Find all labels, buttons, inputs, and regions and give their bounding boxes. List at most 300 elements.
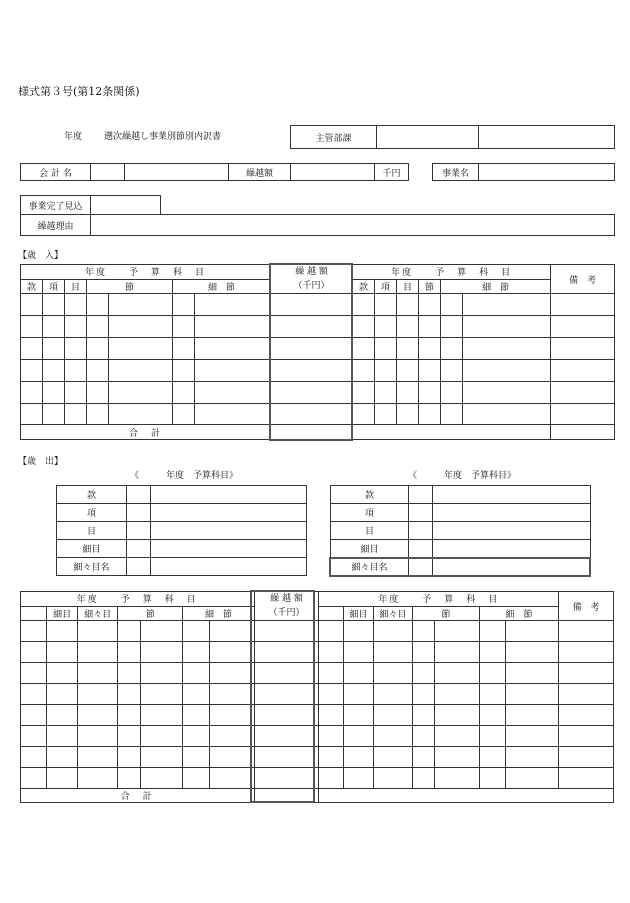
revenue-cell[interactable] xyxy=(353,294,375,316)
revenue-cell[interactable] xyxy=(21,359,43,381)
revenue-cell[interactable] xyxy=(441,337,463,359)
revenue-cell[interactable] xyxy=(397,381,419,403)
revenue-cell[interactable] xyxy=(195,337,271,359)
expense-left-item-row xyxy=(57,522,307,540)
expense-cell[interactable] xyxy=(77,705,118,726)
revenue-cell[interactable] xyxy=(271,403,353,425)
completion-label: 事業完了見込 xyxy=(21,196,91,215)
expense-right-item-row xyxy=(331,486,591,504)
expense-cell[interactable] xyxy=(559,705,614,726)
expense-left-item-code[interactable] xyxy=(127,558,151,576)
account-value-2[interactable] xyxy=(125,164,229,181)
expense-left-item-label: 項 xyxy=(57,504,127,522)
revenue-cell[interactable] xyxy=(87,316,109,338)
expense-cell[interactable] xyxy=(319,684,343,705)
expense-cell[interactable] xyxy=(183,747,209,768)
revenue-col-saisetsu: 細 節 xyxy=(173,279,271,294)
revenue-cell[interactable] xyxy=(65,337,87,359)
expense-cell[interactable] xyxy=(506,663,559,684)
expense-right-item-code[interactable] xyxy=(409,540,433,558)
expense-cell[interactable] xyxy=(254,684,319,705)
expense-col-blank-r xyxy=(319,606,343,621)
revenue-cell[interactable] xyxy=(109,403,173,425)
expense-cell[interactable] xyxy=(183,642,209,663)
expense-cell[interactable] xyxy=(21,642,47,663)
project-value[interactable] xyxy=(479,164,615,181)
expense-cell[interactable] xyxy=(47,684,77,705)
expense-rows xyxy=(21,621,614,789)
revenue-cell[interactable] xyxy=(375,359,397,381)
expense-cell[interactable] xyxy=(21,684,47,705)
expense-cell[interactable] xyxy=(140,726,183,747)
expense-right-item-value[interactable] xyxy=(433,558,591,576)
expense-right-item-label: 細々目名 xyxy=(331,558,409,576)
expense-cell[interactable] xyxy=(374,726,413,747)
expense-cell[interactable] xyxy=(47,768,77,789)
project-table xyxy=(432,163,615,181)
revenue-cell[interactable] xyxy=(353,381,375,403)
expense-cell[interactable] xyxy=(559,684,614,705)
expense-right-item-label: 款 xyxy=(331,486,409,504)
expense-cell[interactable] xyxy=(140,684,183,705)
expense-cell[interactable] xyxy=(343,747,373,768)
expense-cell[interactable] xyxy=(209,726,254,747)
expense-cell[interactable] xyxy=(343,684,373,705)
expense-cell[interactable] xyxy=(374,684,413,705)
expense-cell[interactable] xyxy=(209,621,254,642)
expense-remarks-header: 備 考 xyxy=(559,592,614,621)
revenue-cell[interactable] xyxy=(43,403,65,425)
revenue-cell[interactable] xyxy=(353,316,375,338)
expense-cell[interactable] xyxy=(435,621,480,642)
dept-label: 主管部課 xyxy=(291,126,377,149)
expense-cell[interactable] xyxy=(374,663,413,684)
expense-cell[interactable] xyxy=(140,747,183,768)
revenue-cell[interactable] xyxy=(271,337,353,359)
expense-cell[interactable] xyxy=(479,663,505,684)
expense-cell[interactable] xyxy=(77,663,118,684)
revenue-cell[interactable] xyxy=(173,359,195,381)
dept-table xyxy=(290,125,615,149)
expense-col-saimoku: 細目 xyxy=(47,606,77,621)
revenue-cell[interactable] xyxy=(43,337,65,359)
expense-cell[interactable] xyxy=(479,726,505,747)
expense-cell[interactable] xyxy=(319,705,343,726)
revenue-cell[interactable] xyxy=(463,359,551,381)
expense-left-item-code[interactable] xyxy=(127,540,151,558)
expense-left-item-row xyxy=(57,558,307,576)
expense-cell[interactable] xyxy=(506,768,559,789)
expense-right-item-value[interactable] xyxy=(433,522,591,540)
expense-cell[interactable] xyxy=(47,663,77,684)
revenue-carry-unit: （千円） xyxy=(293,281,330,292)
expense-left-item-code[interactable] xyxy=(127,522,151,540)
expense-cell[interactable] xyxy=(21,621,47,642)
revenue-cell[interactable] xyxy=(419,403,441,425)
expense-cell[interactable] xyxy=(183,768,209,789)
expense-cell[interactable] xyxy=(343,726,373,747)
revenue-cell[interactable] xyxy=(397,316,419,338)
revenue-cell[interactable] xyxy=(87,381,109,403)
expense-cell[interactable] xyxy=(254,621,319,642)
expense-left-item-row xyxy=(57,504,307,522)
revenue-col-kan: 款 xyxy=(21,279,43,294)
year-label: 年度 xyxy=(64,132,83,142)
unit-label: 千円 xyxy=(375,164,409,181)
dept-value-1[interactable] xyxy=(377,126,479,149)
expense-left-item-label: 款 xyxy=(57,486,127,504)
expense-col-saisetsu: 細 節 xyxy=(183,606,254,621)
expense-cell[interactable] xyxy=(412,768,434,789)
expense-cell[interactable] xyxy=(506,726,559,747)
revenue-cell[interactable] xyxy=(419,337,441,359)
expense-cell[interactable] xyxy=(412,642,434,663)
expense-left-rows xyxy=(57,486,307,576)
expense-cell[interactable] xyxy=(118,684,140,705)
expense-cell[interactable] xyxy=(118,621,140,642)
revenue-cell[interactable] xyxy=(551,337,615,359)
expense-cell[interactable] xyxy=(209,642,254,663)
revenue-cell[interactable] xyxy=(419,381,441,403)
revenue-cell[interactable] xyxy=(21,294,43,316)
expense-cell[interactable] xyxy=(21,726,47,747)
revenue-total-blank xyxy=(353,425,551,440)
expense-col-setsu: 節 xyxy=(118,606,183,621)
revenue-cell[interactable] xyxy=(87,337,109,359)
revenue-cell[interactable] xyxy=(463,316,551,338)
expense-cell[interactable] xyxy=(118,747,140,768)
expense-left-item-label: 細目 xyxy=(57,540,127,558)
carry-value[interactable] xyxy=(291,164,375,181)
account-value-1[interactable] xyxy=(91,164,125,181)
revenue-total-remarks[interactable] xyxy=(551,425,615,440)
revenue-cell[interactable] xyxy=(109,337,173,359)
revenue-cell[interactable] xyxy=(21,381,43,403)
expense-row xyxy=(21,642,614,663)
expense-cell[interactable] xyxy=(319,642,343,663)
revenue-cell[interactable] xyxy=(21,337,43,359)
revenue-cell[interactable] xyxy=(463,381,551,403)
expense-cell[interactable] xyxy=(254,663,319,684)
expense-cell[interactable] xyxy=(506,747,559,768)
expense-row xyxy=(21,726,614,747)
expense-cell[interactable] xyxy=(254,642,319,663)
revenue-cell[interactable] xyxy=(397,403,419,425)
revenue-cell[interactable] xyxy=(419,294,441,316)
revenue-cell[interactable] xyxy=(441,359,463,381)
revenue-cell[interactable] xyxy=(173,294,195,316)
revenue-cell[interactable] xyxy=(375,337,397,359)
revenue-cell[interactable] xyxy=(551,359,615,381)
expense-left-item-value[interactable] xyxy=(151,522,307,540)
expense-cell[interactable] xyxy=(559,726,614,747)
revenue-cell[interactable] xyxy=(551,381,615,403)
revenue-cell[interactable] xyxy=(109,316,173,338)
revenue-cell[interactable] xyxy=(353,359,375,381)
expense-cell[interactable] xyxy=(435,726,480,747)
revenue-cell[interactable] xyxy=(109,359,173,381)
revenue-cell[interactable] xyxy=(195,316,271,338)
expense-cell[interactable] xyxy=(209,768,254,789)
expense-cell[interactable] xyxy=(479,642,505,663)
expense-right-item-code[interactable] xyxy=(409,558,433,576)
expense-cell[interactable] xyxy=(435,705,480,726)
expense-cell[interactable] xyxy=(479,621,505,642)
expense-cell[interactable] xyxy=(559,642,614,663)
revenue-cell[interactable] xyxy=(43,381,65,403)
expense-cell[interactable] xyxy=(254,705,319,726)
expense-cell[interactable] xyxy=(412,747,434,768)
revenue-cell[interactable] xyxy=(195,294,271,316)
revenue-cell[interactable] xyxy=(441,403,463,425)
revenue-cell[interactable] xyxy=(397,337,419,359)
expense-cell[interactable] xyxy=(343,705,373,726)
expense-right-item-row xyxy=(331,558,591,576)
revenue-cell[interactable] xyxy=(375,381,397,403)
expense-right-item-value[interactable] xyxy=(433,486,591,504)
revenue-cell[interactable] xyxy=(551,316,615,338)
expense-cell[interactable] xyxy=(506,684,559,705)
expense-cell[interactable] xyxy=(254,768,319,789)
expense-row xyxy=(21,621,614,642)
expense-cell[interactable] xyxy=(47,705,77,726)
revenue-cell[interactable] xyxy=(195,359,271,381)
revenue-cell[interactable] xyxy=(271,359,353,381)
expense-cell[interactable] xyxy=(21,663,47,684)
expense-cell[interactable] xyxy=(77,684,118,705)
expense-cell[interactable] xyxy=(77,747,118,768)
expense-cell[interactable] xyxy=(343,642,373,663)
revenue-cell[interactable] xyxy=(43,359,65,381)
expense-cell[interactable] xyxy=(479,705,505,726)
revenue-cell[interactable] xyxy=(173,316,195,338)
expense-right-item-row xyxy=(331,504,591,522)
expense-cell[interactable] xyxy=(412,621,434,642)
revenue-cell[interactable] xyxy=(65,381,87,403)
revenue-cell[interactable] xyxy=(375,294,397,316)
expense-cell[interactable] xyxy=(21,768,47,789)
expense-cell[interactable] xyxy=(506,621,559,642)
expense-cell[interactable] xyxy=(435,747,480,768)
revenue-budget-header: 年度 予 算 科 目 xyxy=(21,265,271,280)
expense-cell[interactable] xyxy=(77,768,118,789)
expense-left-item-value[interactable] xyxy=(151,504,307,522)
revenue-cell[interactable] xyxy=(397,294,419,316)
expense-cell[interactable] xyxy=(479,768,505,789)
expense-left-item-value[interactable] xyxy=(151,540,307,558)
revenue-cell[interactable] xyxy=(441,381,463,403)
expense-cell[interactable] xyxy=(118,705,140,726)
expense-right-item-code[interactable] xyxy=(409,522,433,540)
revenue-cell[interactable] xyxy=(551,403,615,425)
project-label: 事業名 xyxy=(433,164,479,181)
reason-label: 繰越理由 xyxy=(21,215,91,236)
expense-left-item-value[interactable] xyxy=(151,558,307,576)
reason-table xyxy=(20,214,615,236)
expense-cell[interactable] xyxy=(412,726,434,747)
expense-cell[interactable] xyxy=(77,621,118,642)
revenue-cell[interactable] xyxy=(21,316,43,338)
revenue-cell[interactable] xyxy=(87,294,109,316)
expense-cell[interactable] xyxy=(374,642,413,663)
expense-col-setsu-r: 節 xyxy=(412,606,479,621)
revenue-row xyxy=(21,294,615,316)
expense-cell[interactable] xyxy=(183,684,209,705)
expense-cell[interactable] xyxy=(435,642,480,663)
dept-value-2[interactable] xyxy=(479,126,615,149)
revenue-cell[interactable] xyxy=(43,316,65,338)
expense-cell[interactable] xyxy=(559,663,614,684)
revenue-cell[interactable] xyxy=(441,316,463,338)
expense-cell[interactable] xyxy=(183,705,209,726)
expense-cell[interactable] xyxy=(343,621,373,642)
expense-cell[interactable] xyxy=(209,663,254,684)
expense-cell[interactable] xyxy=(21,705,47,726)
revenue-cell[interactable] xyxy=(271,294,353,316)
expense-cell[interactable] xyxy=(77,642,118,663)
revenue-cell[interactable] xyxy=(173,337,195,359)
revenue-budget-header-right: 年度 予 算 科 目 xyxy=(353,265,551,280)
expense-budget-header-right: 年度 予 算 科 目 xyxy=(319,592,559,607)
expense-cell[interactable] xyxy=(343,768,373,789)
revenue-cell[interactable] xyxy=(173,381,195,403)
revenue-cell[interactable] xyxy=(195,403,271,425)
expense-cell[interactable] xyxy=(140,768,183,789)
account-table xyxy=(20,163,409,181)
revenue-cell[interactable] xyxy=(463,403,551,425)
expense-cell[interactable] xyxy=(183,621,209,642)
expense-cell[interactable] xyxy=(319,726,343,747)
expense-cell[interactable] xyxy=(140,663,183,684)
expense-right-item-code[interactable] xyxy=(409,504,433,522)
revenue-remarks-header: 備 考 xyxy=(551,265,615,294)
revenue-cell[interactable] xyxy=(551,294,615,316)
revenue-cell[interactable] xyxy=(419,359,441,381)
expense-cell[interactable] xyxy=(319,747,343,768)
expense-cell[interactable] xyxy=(77,726,118,747)
expense-cell[interactable] xyxy=(183,726,209,747)
expense-left-item-label: 細々目名 xyxy=(57,558,127,576)
revenue-cell[interactable] xyxy=(109,381,173,403)
revenue-col-kan-r: 款 xyxy=(353,279,375,294)
expense-cell[interactable] xyxy=(319,663,343,684)
revenue-cell[interactable] xyxy=(87,359,109,381)
revenue-cell[interactable] xyxy=(21,403,43,425)
expense-cell[interactable] xyxy=(479,684,505,705)
revenue-carry-title: 繰 越 額 xyxy=(295,267,328,278)
revenue-cell[interactable] xyxy=(195,381,271,403)
expense-cell[interactable] xyxy=(374,705,413,726)
expense-cell[interactable] xyxy=(21,747,47,768)
expense-cell[interactable] xyxy=(559,747,614,768)
expense-left-item-value[interactable] xyxy=(151,486,307,504)
expense-cell[interactable] xyxy=(47,621,77,642)
revenue-cell[interactable] xyxy=(397,359,419,381)
expense-cell[interactable] xyxy=(209,684,254,705)
expense-cell[interactable] xyxy=(506,642,559,663)
expense-cell[interactable] xyxy=(559,621,614,642)
expense-right-item-code[interactable] xyxy=(409,486,433,504)
expense-cell[interactable] xyxy=(140,705,183,726)
revenue-cell[interactable] xyxy=(353,337,375,359)
expense-right-item-value[interactable] xyxy=(433,504,591,522)
expense-cell[interactable] xyxy=(254,726,319,747)
revenue-cell[interactable] xyxy=(375,403,397,425)
expense-cell[interactable] xyxy=(118,768,140,789)
expense-cell[interactable] xyxy=(412,705,434,726)
revenue-cell[interactable] xyxy=(109,294,173,316)
expense-cell[interactable] xyxy=(254,747,319,768)
expense-cell[interactable] xyxy=(319,621,343,642)
expense-cell[interactable] xyxy=(506,705,559,726)
revenue-cell[interactable] xyxy=(43,294,65,316)
expense-cell[interactable] xyxy=(559,768,614,789)
expense-cell[interactable] xyxy=(209,747,254,768)
completion-value[interactable] xyxy=(91,196,161,215)
revenue-cell[interactable] xyxy=(271,381,353,403)
reason-value[interactable] xyxy=(91,215,615,236)
revenue-cell[interactable] xyxy=(173,403,195,425)
revenue-cell[interactable] xyxy=(463,337,551,359)
expense-left-item-row xyxy=(57,486,307,504)
revenue-cell[interactable] xyxy=(419,316,441,338)
expense-right-item-value[interactable] xyxy=(433,540,591,558)
expense-cell[interactable] xyxy=(435,663,480,684)
expense-cell[interactable] xyxy=(412,663,434,684)
expense-cell[interactable] xyxy=(47,642,77,663)
revenue-cell[interactable] xyxy=(375,316,397,338)
revenue-cell[interactable] xyxy=(65,294,87,316)
expense-cell[interactable] xyxy=(140,621,183,642)
expense-cell[interactable] xyxy=(118,663,140,684)
revenue-col-saisetsu-r: 細 節 xyxy=(441,279,551,294)
expense-cell[interactable] xyxy=(118,726,140,747)
expense-cell[interactable] xyxy=(118,642,140,663)
expense-cell[interactable] xyxy=(47,747,77,768)
expense-cell[interactable] xyxy=(435,768,480,789)
revenue-cell[interactable] xyxy=(463,294,551,316)
expense-left-item-code[interactable] xyxy=(127,504,151,522)
revenue-cell[interactable] xyxy=(65,403,87,425)
revenue-cell[interactable] xyxy=(65,316,87,338)
revenue-cell[interactable] xyxy=(353,403,375,425)
revenue-cell[interactable] xyxy=(271,316,353,338)
revenue-total-carry[interactable] xyxy=(271,425,353,440)
expense-budget-header: 年度 予 算 科 目 xyxy=(21,592,255,607)
expense-cell[interactable] xyxy=(140,642,183,663)
expense-total-blank xyxy=(319,789,614,803)
expense-cell[interactable] xyxy=(374,621,413,642)
revenue-cell[interactable] xyxy=(87,403,109,425)
revenue-cell[interactable] xyxy=(65,359,87,381)
expense-cell[interactable] xyxy=(479,747,505,768)
revenue-row xyxy=(21,337,615,359)
expense-cell[interactable] xyxy=(183,663,209,684)
expense-cell[interactable] xyxy=(412,684,434,705)
expense-total-carry[interactable] xyxy=(254,789,319,803)
expense-cell[interactable] xyxy=(319,768,343,789)
expense-cell[interactable] xyxy=(343,663,373,684)
revenue-cell[interactable] xyxy=(441,294,463,316)
expense-cell[interactable] xyxy=(47,726,77,747)
revenue-col-setsu: 節 xyxy=(87,279,173,294)
completion-table xyxy=(20,195,161,215)
expense-cell[interactable] xyxy=(209,705,254,726)
expense-cell[interactable] xyxy=(374,768,413,789)
expense-cell[interactable] xyxy=(374,747,413,768)
expense-left-item-code[interactable] xyxy=(127,486,151,504)
expense-cell[interactable] xyxy=(435,684,480,705)
